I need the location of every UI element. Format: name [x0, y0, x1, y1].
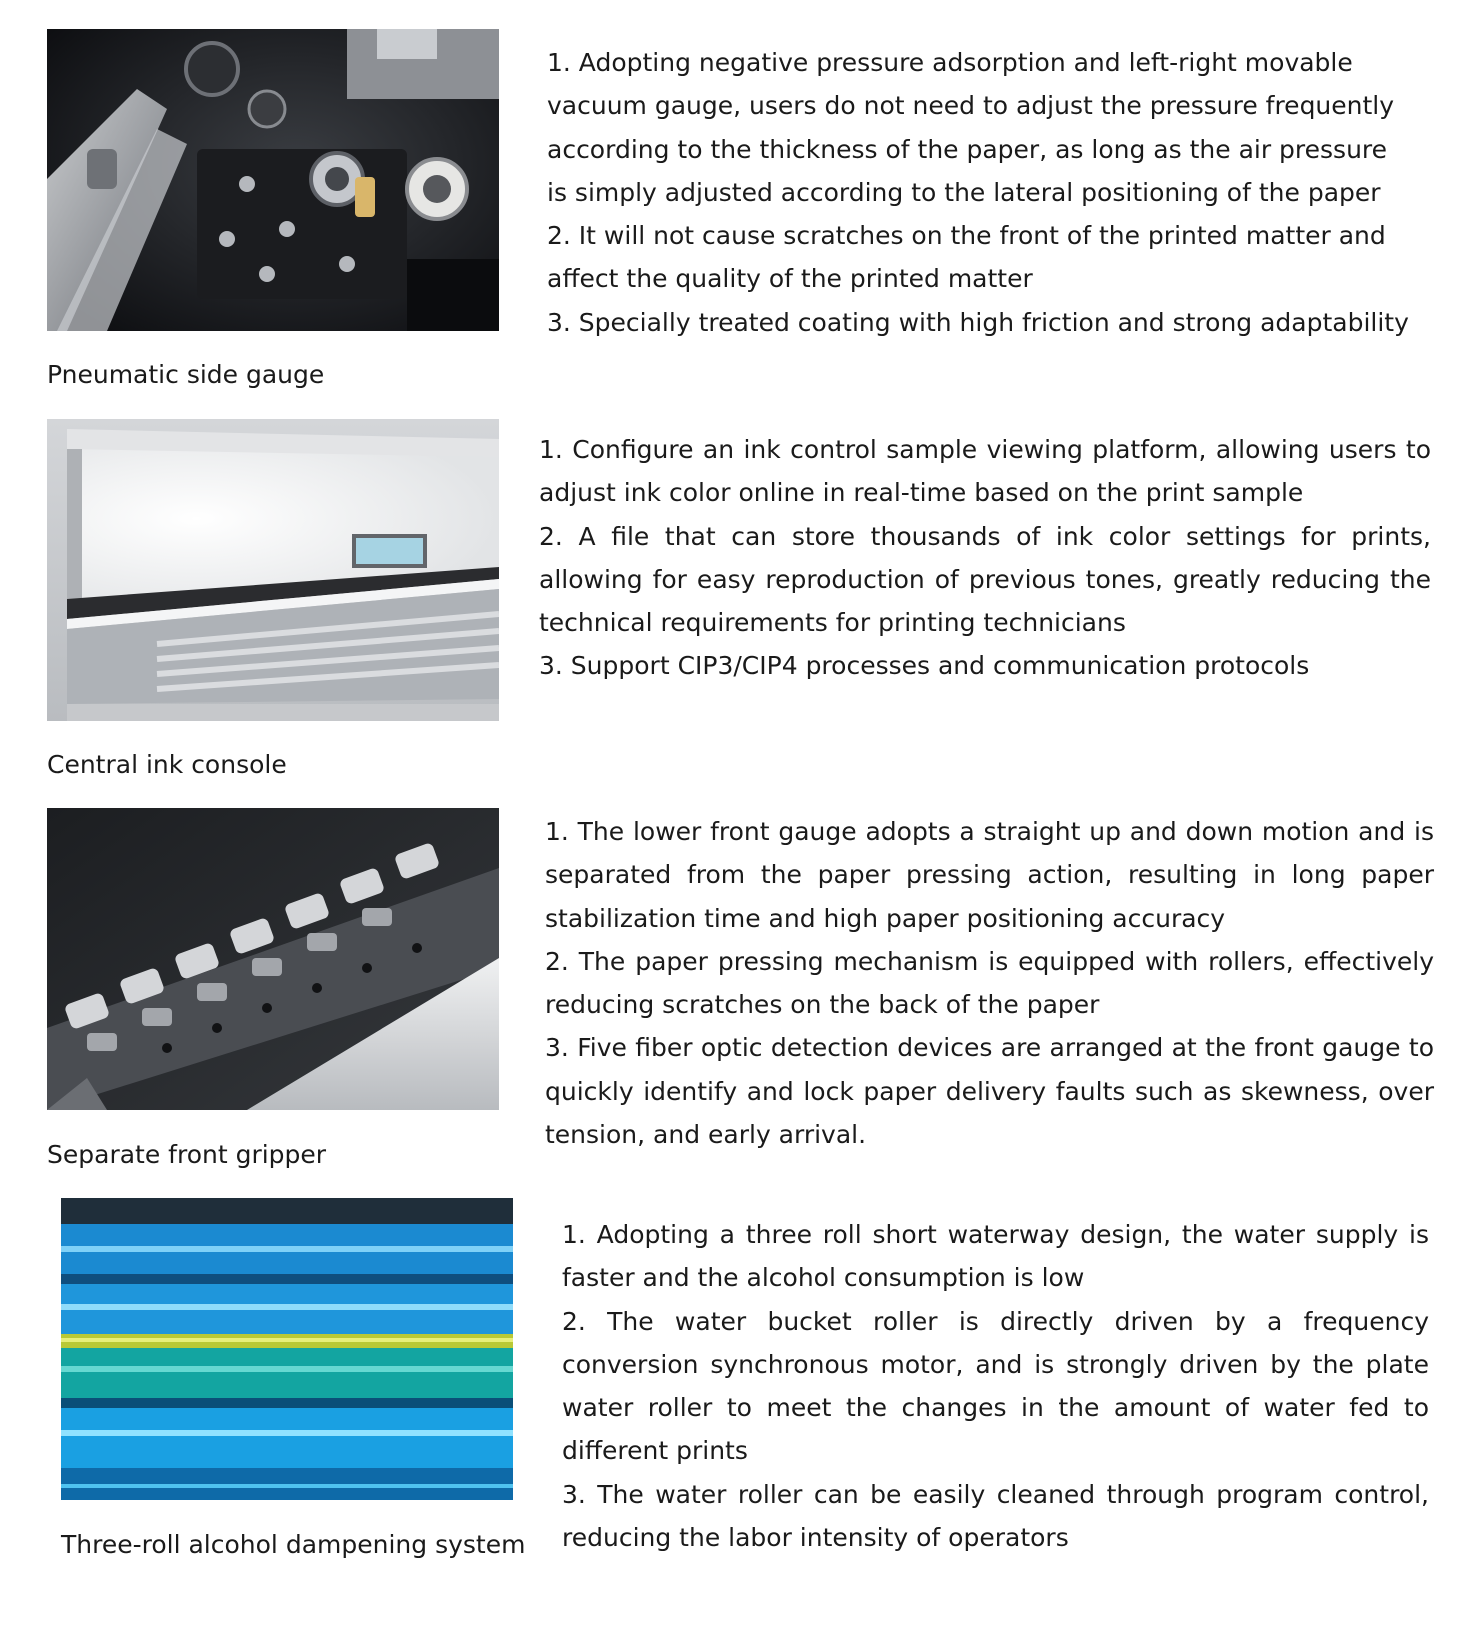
- dampening-rollers-photo: [61, 1198, 513, 1500]
- image-caption: Separate front gripper: [47, 1140, 327, 1169]
- central-ink-console-photo: [47, 419, 499, 721]
- image-caption: Pneumatic side gauge: [47, 360, 325, 389]
- feature-point: 3. The water roller can be easily cleaned through program control, reducing the labor intensity of operators: [562, 1479, 1429, 1553]
- feature-point: 1. Adopting a three roll short waterway design, the water supply is faster and the alcohol consumption is low: [562, 1220, 1429, 1293]
- feature-point: 1. The lower front gauge adopts a straight up and down motion and is separated from the paper pressing action, resulting in long paper stabilization time and high paper positioning accuracy: [545, 817, 1434, 933]
- feature-point: 3. Five fiber optic detection devices are arranged at the front gauge to quickly identify and lock paper delivery faults such as skewness, over tension, and early arrival.: [545, 1033, 1434, 1150]
- image-caption: Central ink console: [47, 750, 287, 779]
- central-ink-console-description: [539, 428, 1431, 688]
- separate-front-gripper-photo: [47, 808, 499, 1110]
- feature-point: 2. It will not cause scratches on the front of the printed matter and affect the quality of the printed matter: [547, 221, 1386, 294]
- separate-front-gripper-description: [545, 810, 1434, 1156]
- feature-point: 2. The paper pressing mechanism is equipped with rollers, effectively reducing scratches on the back of the paper: [545, 946, 1434, 1020]
- image-caption: Three-roll alcohol dampening system: [61, 1530, 526, 1559]
- dampening-system-description: [562, 1213, 1429, 1559]
- feature-point: 1. Configure an ink control sample viewing platform, allowing users to adjust ink color online in real-time based on the print sample: [539, 435, 1431, 508]
- feature-point: 3. Specially treated coating with high friction and strong adaptability: [547, 307, 1409, 337]
- pneumatic-side-gauge-photo: [47, 29, 499, 331]
- feature-point: 2. The water bucket roller is directly driven by a frequency conversion synchronous motor, and is strongly driven by the plate water roller to meet the changes in the amount of water fed to different prints: [562, 1306, 1429, 1466]
- feature-point: 3. Support CIP3/CIP4 processes and communication protocols: [539, 651, 1310, 681]
- pneumatic-side-gauge-description: [547, 41, 1413, 344]
- feature-point: 1. Adopting negative pressure adsorption and left-right movable vacuum gauge, users do not need to adjust the pressure frequently according to the thickness of the paper, as long as the air pressure is simply adjusted according to the lateral positioning of the paper: [547, 48, 1395, 207]
- feature-point: 2. A file that can store thousands of ink color settings for prints, allowing for easy reproduction of previous tones, greatly reducing the technical requirements for printing technicians: [539, 521, 1431, 638]
